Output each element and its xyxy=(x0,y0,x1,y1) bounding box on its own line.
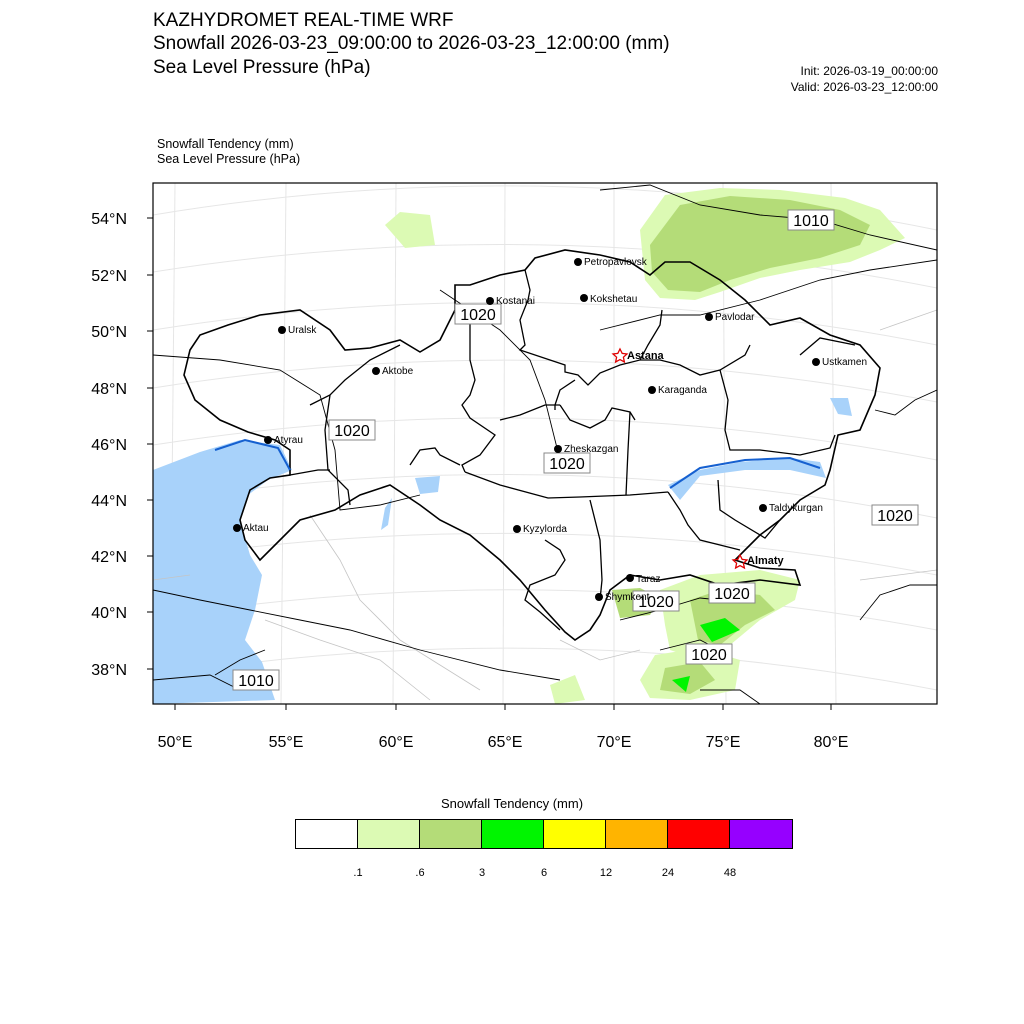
lat-label: 38°N xyxy=(91,662,127,679)
lon-label: 55°E xyxy=(268,734,304,751)
lat-label: 46°N xyxy=(91,437,127,454)
svg-text:1020: 1020 xyxy=(549,456,585,473)
svg-text:1020: 1020 xyxy=(638,594,674,611)
lon-label: 75°E xyxy=(705,734,741,751)
valid-time: Valid: 2026-03-23_12:00:00 xyxy=(790,80,938,94)
svg-text:1010: 1010 xyxy=(238,673,274,690)
svg-text:Aktau: Aktau xyxy=(243,523,269,534)
svg-text:1020: 1020 xyxy=(691,647,727,664)
svg-text:Taldykurgan: Taldykurgan xyxy=(769,503,823,514)
legend-tick-label: .1 xyxy=(353,867,363,879)
svg-text:1010: 1010 xyxy=(793,213,829,230)
lat-label: 42°N xyxy=(91,549,127,566)
map-subtitle-snowfall: Snowfall Tendency (mm) xyxy=(157,137,294,151)
legend-swatch xyxy=(358,820,420,848)
svg-text:Kokshetau: Kokshetau xyxy=(590,294,638,305)
city-shymkent xyxy=(595,592,650,603)
svg-text:Kyzylorda: Kyzylorda xyxy=(523,524,567,535)
isobar-label xyxy=(709,583,755,603)
svg-text:Almaty: Almaty xyxy=(747,555,784,567)
city-kokshetau xyxy=(580,294,637,305)
color-legend-bar xyxy=(295,819,793,849)
svg-text:Aktobe: Aktobe xyxy=(382,366,414,377)
isobar-label xyxy=(788,210,834,230)
lat-label: 52°N xyxy=(91,268,127,285)
isobar-label xyxy=(233,670,279,690)
city-ustkamen xyxy=(812,357,867,368)
map-subtitle-slp: Sea Level Pressure (hPa) xyxy=(157,152,301,166)
init-time: Init: 2026-03-19_00:00:00 xyxy=(800,64,938,78)
isobar-label xyxy=(872,505,918,525)
legend-tick-label: 6 xyxy=(540,867,548,879)
legend-swatch xyxy=(544,820,606,848)
isobar-label xyxy=(686,644,732,664)
legend-swatch xyxy=(730,820,792,848)
city-zheskazgan xyxy=(554,444,618,455)
legend-tick-label: 48 xyxy=(723,867,737,879)
svg-text:1020: 1020 xyxy=(877,508,913,525)
legend-tick-label: 3 xyxy=(478,867,486,879)
star-icon xyxy=(613,349,627,362)
legend-swatch xyxy=(606,820,668,848)
isobar-label xyxy=(329,420,375,440)
isobar-label xyxy=(544,453,590,473)
city-taldykurgan xyxy=(759,503,823,514)
map-layers xyxy=(153,183,937,704)
svg-text:Kostanai: Kostanai xyxy=(496,296,535,307)
lat-label: 48°N xyxy=(91,381,127,398)
svg-text:Uralsk: Uralsk xyxy=(288,325,317,336)
city-taraz xyxy=(626,574,660,585)
legend-swatch xyxy=(482,820,544,848)
lat-label: 50°N xyxy=(91,324,127,341)
svg-text:Astana: Astana xyxy=(627,350,664,362)
longitude-labels xyxy=(158,734,849,751)
legend-tick-label: .6 xyxy=(415,867,425,879)
svg-text:Zheskazgan: Zheskazgan xyxy=(564,444,619,455)
legend-swatch xyxy=(296,820,358,848)
svg-text:Petropavlovsk: Petropavlovsk xyxy=(584,257,647,268)
lat-label: 40°N xyxy=(91,605,127,622)
svg-text:1020: 1020 xyxy=(460,307,496,324)
title-line-2: Snowfall 2026-03-23_09:00:00 to 2026-03-23_12:00:00 (mm) xyxy=(153,33,670,54)
city-petropavlovsk xyxy=(574,257,648,268)
title-line-3: Sea Level Pressure (hPa) xyxy=(153,57,371,78)
lat-label: 54°N xyxy=(91,211,127,228)
legend-tick-label: 24 xyxy=(661,867,675,879)
legend-tick-label: 12 xyxy=(599,867,613,879)
title-line-1: KAZHYDROMET REAL-TIME WRF xyxy=(153,10,454,31)
lon-label: 80°E xyxy=(813,734,849,751)
svg-text:1020: 1020 xyxy=(334,423,370,440)
lon-label: 65°E xyxy=(487,734,523,751)
svg-text:1020: 1020 xyxy=(714,586,750,603)
isobar-label xyxy=(455,304,501,324)
legend-swatch xyxy=(420,820,482,848)
svg-text:Pavlodar: Pavlodar xyxy=(715,312,755,323)
lat-label: 44°N xyxy=(91,493,127,510)
svg-text:Ustkamen: Ustkamen xyxy=(822,357,868,368)
city-aktobe xyxy=(372,366,414,377)
svg-text:Karaganda: Karaganda xyxy=(658,385,707,396)
legend-title: Snowfall Tendency (mm) xyxy=(440,796,584,811)
city-karaganda xyxy=(648,385,707,396)
latitude-labels xyxy=(91,211,127,679)
city-uralsk xyxy=(278,325,317,336)
city-pavlodar xyxy=(705,312,755,323)
lon-label: 70°E xyxy=(596,734,632,751)
legend-swatch xyxy=(668,820,730,848)
lon-label: 50°E xyxy=(157,734,193,751)
svg-text:Taraz: Taraz xyxy=(636,574,661,585)
lon-label: 60°E xyxy=(378,734,414,751)
city-astana xyxy=(613,349,665,362)
svg-text:Shymkent: Shymkent xyxy=(605,592,650,603)
svg-text:Atyrau: Atyrau xyxy=(274,435,303,446)
